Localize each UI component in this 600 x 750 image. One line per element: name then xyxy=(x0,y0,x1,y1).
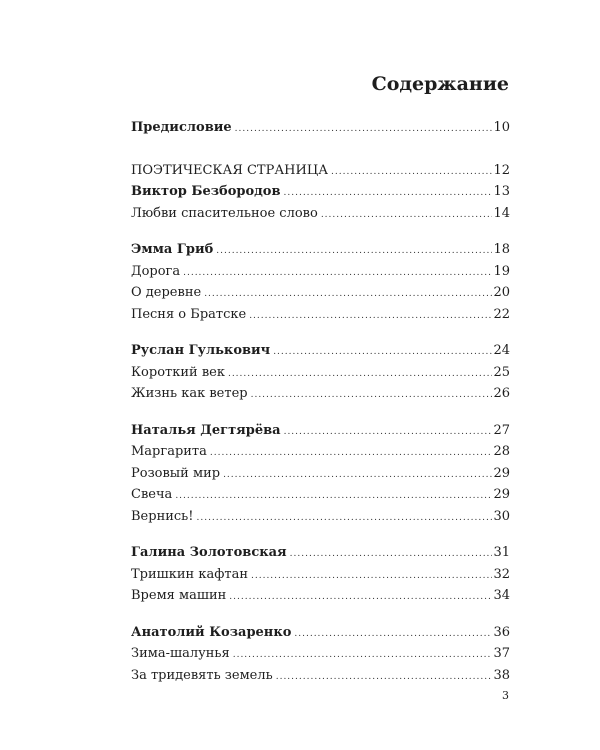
leader-dots xyxy=(196,508,492,530)
toc-entry-page: 13 xyxy=(493,184,510,199)
toc-poem[interactable] xyxy=(131,665,510,687)
toc-entry-label: Свеча xyxy=(131,487,173,502)
leader-dots xyxy=(251,385,493,407)
toc-entry-page: 27 xyxy=(493,422,510,438)
table-of-contents xyxy=(131,117,510,686)
toc-entry-page: 36 xyxy=(493,624,510,640)
toc-entry-page: 30 xyxy=(493,508,510,524)
toc-entry-page: 24 xyxy=(493,343,510,358)
toc-entry-label: Анатолий Козаренко xyxy=(131,624,292,640)
leader-dots xyxy=(216,241,492,263)
toc-poem[interactable] xyxy=(131,643,510,665)
leader-dots xyxy=(251,566,492,588)
toc-entry-label: Зима-шалунья xyxy=(131,646,230,661)
leader-dots xyxy=(249,306,492,328)
toc-entry-label: Предисловие xyxy=(131,120,232,135)
toc-poem[interactable] xyxy=(131,484,510,506)
toc-entry-label: Любви спасительное слово xyxy=(131,205,318,221)
toc-entry-label: Дорога xyxy=(131,263,181,279)
toc-author[interactable] xyxy=(131,420,510,442)
toc-entry-page: 25 xyxy=(493,364,510,380)
page-title: Содержание xyxy=(371,73,509,95)
toc-entry-page: 12 xyxy=(493,162,510,178)
toc-poem[interactable] xyxy=(131,203,510,225)
page-number: 3 xyxy=(502,689,509,702)
leader-dots xyxy=(273,342,492,364)
toc-entry-page: 20 xyxy=(493,285,510,300)
leader-dots xyxy=(175,486,492,508)
toc-entry-label: Галина Золотовская xyxy=(131,545,287,560)
toc-entry-label: Жизнь как ветер xyxy=(131,386,248,401)
toc-entry-label: О деревне xyxy=(131,285,202,300)
toc-entry-label: Песня о Братске xyxy=(131,306,247,322)
leader-dots xyxy=(204,284,492,306)
toc-author[interactable] xyxy=(131,622,510,644)
leader-dots xyxy=(233,645,493,667)
toc-author[interactable] xyxy=(131,181,510,203)
leader-dots xyxy=(294,624,492,646)
toc-entry-label: Вернись! xyxy=(131,508,194,524)
leader-dots xyxy=(235,119,493,141)
toc-entry-page: 26 xyxy=(493,386,510,401)
toc-entry-page: 34 xyxy=(493,588,510,603)
toc-poem[interactable] xyxy=(131,463,510,485)
toc-entry-label: ПОЭТИЧЕСКАЯ СТРАНИЦА xyxy=(131,162,329,178)
leader-dots xyxy=(284,183,493,205)
toc-author[interactable] xyxy=(131,542,510,564)
leader-dots xyxy=(290,544,493,566)
toc-entry-page: 19 xyxy=(493,263,510,279)
leader-dots xyxy=(183,263,492,285)
leader-dots xyxy=(276,667,493,689)
toc-author[interactable] xyxy=(131,239,510,261)
toc-entry-label: Наталья Дегтярёва xyxy=(131,422,281,438)
toc-entry-page: 14 xyxy=(493,205,510,221)
toc-entry-label: Тришкин кафтан xyxy=(131,566,248,582)
toc-entry-page: 32 xyxy=(493,566,510,582)
leader-dots xyxy=(331,162,492,184)
toc-poem[interactable] xyxy=(131,506,510,528)
toc-poem[interactable] xyxy=(131,282,510,304)
toc-poem[interactable] xyxy=(131,383,510,405)
leader-dots xyxy=(284,422,493,444)
toc-entry-page: 37 xyxy=(493,646,510,661)
toc-entry-page: 29 xyxy=(493,487,510,502)
toc-section-heading[interactable] xyxy=(131,160,510,182)
toc-entry-label: Короткий век xyxy=(131,364,225,380)
toc-entry-preface[interactable] xyxy=(131,117,510,139)
toc-entry-page: 38 xyxy=(493,667,510,683)
toc-entry-label: Руслан Гулькович xyxy=(131,343,271,358)
toc-entry-page: 22 xyxy=(493,306,510,322)
toc-poem[interactable] xyxy=(131,585,510,607)
toc-poem[interactable] xyxy=(131,362,510,384)
toc-entry-label: Эмма Гриб xyxy=(131,242,214,257)
toc-entry-page: 28 xyxy=(493,444,510,459)
toc-entry-label: За тридевять земель xyxy=(131,667,273,683)
leader-dots xyxy=(223,465,492,487)
toc-author[interactable] xyxy=(131,340,510,362)
toc-entry-label: Время машин xyxy=(131,588,227,603)
toc-entry-label: Маргарита xyxy=(131,444,207,459)
leader-dots xyxy=(210,443,493,465)
toc-entry-label: Розовый мир xyxy=(131,465,221,481)
leader-dots xyxy=(321,205,493,227)
toc-poem[interactable] xyxy=(131,304,510,326)
toc-entry-label: Виктор Безбородов xyxy=(131,184,281,199)
toc-poem[interactable] xyxy=(131,261,510,283)
toc-entry-page: 29 xyxy=(493,465,510,481)
leader-dots xyxy=(229,587,492,609)
toc-entry-page: 10 xyxy=(493,120,510,135)
toc-entry-page: 31 xyxy=(493,545,510,560)
toc-entry-page: 18 xyxy=(493,242,510,257)
toc-poem[interactable] xyxy=(131,564,510,586)
toc-poem[interactable] xyxy=(131,441,510,463)
leader-dots xyxy=(228,364,493,386)
